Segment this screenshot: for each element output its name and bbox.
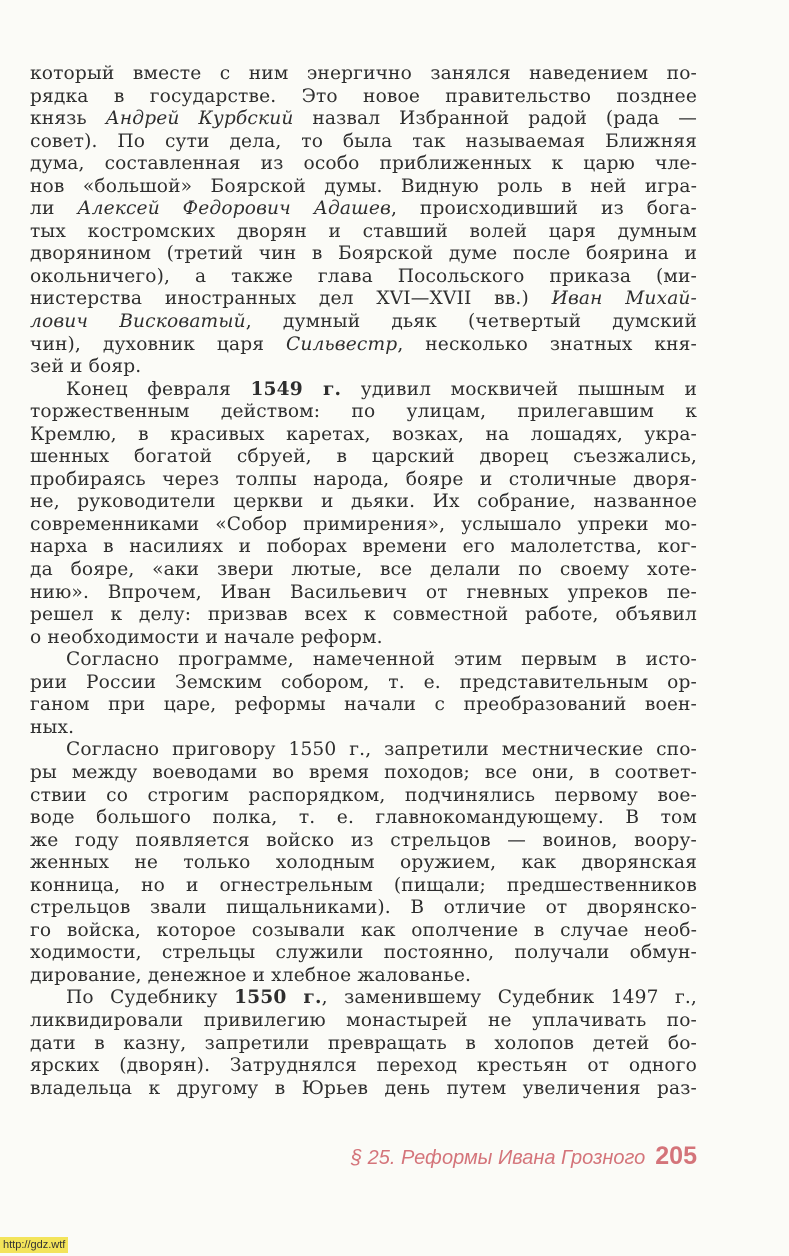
text-line: торжественным действом: по улицам, прилегавшим к (30, 401, 697, 423)
text-segment: , несколько знатных кня- (397, 333, 697, 355)
bold-date: 1550 г. (234, 987, 322, 1009)
text-line: ярских (дворян). Затруднялся переход крестьян от одного (30, 1055, 697, 1077)
page-number: 205 (655, 1142, 697, 1170)
text-line (30, 334, 697, 357)
text-line: Кремлю, в красивых каретах, возках, на лошадях, укра- (30, 423, 697, 445)
text-segment: назвал Избранной радой (рада — (293, 108, 697, 130)
text-line: конница, но и огнестрельным (пищали; предшественников (30, 874, 697, 896)
paragraph (30, 63, 697, 379)
text-line: дати в казну, запретили превращать в холопов детей бо- (30, 1032, 697, 1054)
text-line: ганом при царе, реформы начали с преобразований воен- (30, 694, 697, 716)
text-line (30, 987, 697, 1010)
text-line: ных. (30, 716, 75, 738)
text-line: окольничего), а также глава Посольского приказа (ми- (30, 265, 697, 287)
text-line: стрельцов звали пищальниками). В отличие от дворянско- (30, 897, 697, 919)
text-line: шенных богатой сбруей, в царский дворец съезжались, (30, 446, 697, 468)
text-line: воде большого полка, т. е. главнокомандующему. В том (30, 807, 697, 829)
text-segment: чин), духовник царя (30, 333, 287, 355)
text-line: рядка в государстве. Это новое правительство позднее (30, 85, 697, 107)
text-line: рии России Земским собором, т. е. представительным ор- (30, 671, 697, 693)
text-line: ходимости, стрельцы служили постоянно, получали обмун- (30, 942, 697, 964)
text-segment: , думный дьяк (четвертый думский (245, 311, 697, 333)
text-line: ликвидировали привилегию монастырей не уплачивать по- (30, 1009, 697, 1031)
text-line: да бояре, «аки звери лютые, все делали по своему хоте- (30, 559, 697, 581)
paragraph (30, 987, 697, 1100)
paragraph (30, 739, 697, 987)
italic-name: лович Висковатый (30, 311, 246, 333)
text-line: владельца к другому в Юрьев день путем увеличения раз- (30, 1077, 697, 1099)
text-line (30, 311, 697, 334)
page-body-text (30, 63, 697, 1100)
text-line: совет). По сути дела, то была так называемая Ближняя (30, 130, 697, 152)
text-line: го войска, которое созывали как ополчение в случае необ- (30, 919, 697, 941)
text-line: Согласно программе, намеченной этим первым в исто- (66, 649, 697, 671)
bold-date: 1549 г. (250, 378, 342, 400)
text-line (30, 288, 697, 311)
text-line: решел к делу: призвав всех к совместной работе, объявил (30, 604, 697, 626)
text-line (30, 379, 697, 402)
text-line: пробираясь через толпы народа, бояре и столичные дворя- (30, 468, 697, 490)
text-line: нарха в насилиях и поборах времени его малолетства, ког- (30, 536, 697, 558)
text-line: ствии со строгим распорядком, подчинялись первому вое- (30, 784, 697, 806)
text-line: дума, составленная из особо приближенных к царю чле- (30, 153, 697, 175)
text-segment: нистерства иностранных дел XVI—XVII вв.) (30, 288, 552, 310)
text-segment: По Судебнику (66, 987, 235, 1009)
italic-name: Сильвестр (286, 333, 398, 355)
text-line: дворянином (третий чин в Боярской думе после боярина и (30, 243, 697, 265)
text-segment: , происходивший из бога- (391, 198, 697, 220)
text-line: не, руководители церкви и дьяки. Их собрание, названное (30, 491, 697, 513)
running-header-section: § 25. Реформы Ивана Грозного (350, 1147, 646, 1169)
text-line: женных не только холодным оружием, как дворянская (30, 852, 697, 874)
paragraph (30, 649, 697, 739)
text-line: нов «большой» Боярской думы. Видную роль в ней игра- (30, 175, 697, 197)
text-segment: удивил москвичей пышным и (341, 378, 697, 400)
text-line: Согласно приговору 1550 г., запретили местнические спо- (66, 739, 697, 761)
text-line: дирование, денежное и хлебное жалованье. (30, 964, 472, 986)
text-segment: Конец февраля (66, 378, 251, 400)
text-line: тых костромских дворян и ставший волей царя думным (30, 220, 697, 242)
text-segment: , заменившему Судебник 1497 г., (321, 987, 697, 1009)
text-line: же году появляется войско из стрельцов — воинов, воору- (30, 829, 697, 851)
italic-name: Иван Михай- (551, 288, 697, 310)
text-line: современниками «Собор примирения», услышало упреки мо- (30, 513, 697, 535)
text-line: который вместе с ним энергично занялся наведением по- (30, 63, 697, 84)
text-line: ры между воеводами во время походов; все они, в соответ- (30, 761, 697, 783)
text-line (30, 108, 697, 131)
watermark-link[interactable]: http://gdz.wtf (0, 1237, 68, 1253)
page-footer (351, 1142, 697, 1171)
text-line: о необходимости и начале реформ. (30, 626, 383, 648)
text-line: нию». Впрочем, Иван Васильевич от гневных упреков пе- (30, 581, 697, 603)
text-line: зей и бояр. (30, 356, 142, 378)
italic-name: Алексей Федорович Адашев (77, 198, 392, 220)
text-segment: князь (30, 108, 106, 130)
paragraph (30, 379, 697, 650)
text-segment: ли (30, 198, 78, 220)
text-line (30, 198, 697, 221)
italic-name: Андрей Курбский (105, 108, 294, 130)
